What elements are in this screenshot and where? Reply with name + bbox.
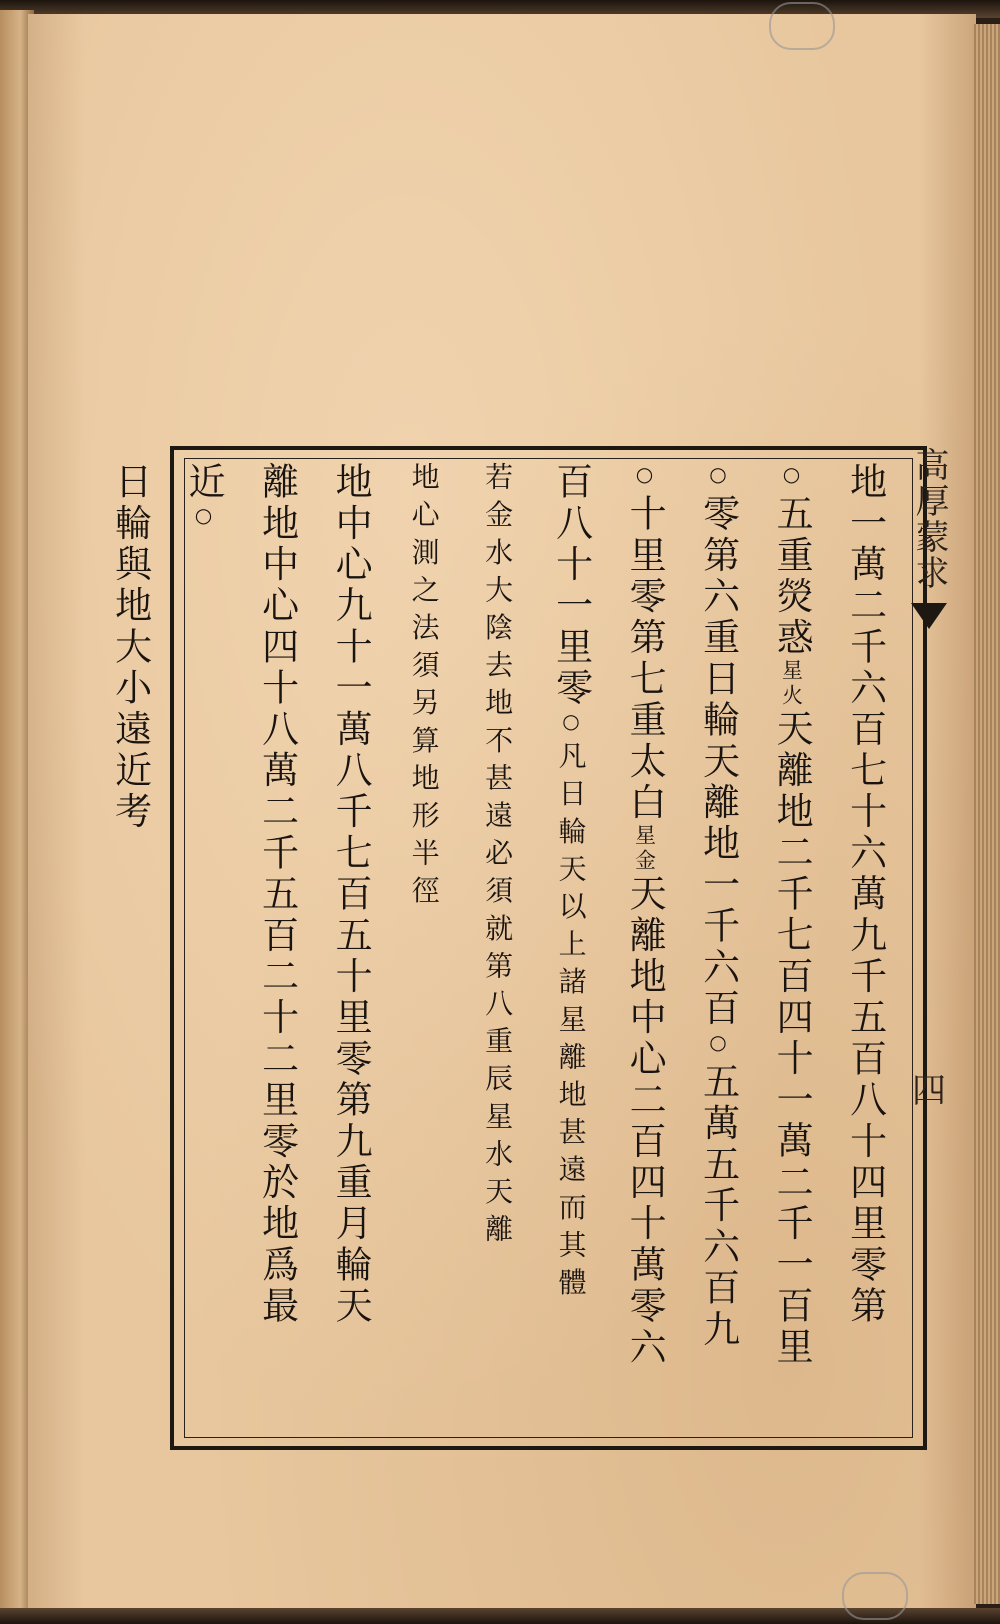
main-text: 日輪與地大小遠近考 xyxy=(108,462,152,833)
main-text: 離地中心四十八萬二千五百二十二里零於地爲最 xyxy=(255,462,299,1328)
main-text: 零第六重日輪天離地一千六百 xyxy=(696,494,740,1030)
main-text: 地中心九十一萬八千七百五十里零第九重月輪天 xyxy=(329,462,373,1328)
main-text: 百八十一里零 xyxy=(549,462,593,710)
text-column xyxy=(617,462,673,1368)
interlinear-note: 星火 xyxy=(779,658,804,709)
fish-tail-mark xyxy=(911,603,947,629)
text-column xyxy=(470,462,526,1252)
punctuation-circle: ○ xyxy=(191,503,216,536)
punctuation-circle: ○ xyxy=(706,462,730,494)
interlinear-note: 星金 xyxy=(632,823,657,874)
text-column xyxy=(323,462,379,1327)
main-text: 十里零第七重太白 xyxy=(623,494,667,824)
text-column xyxy=(764,462,820,1368)
main-text: 地一萬二千六百七十六萬九千五百八十四里零第 xyxy=(843,462,887,1328)
text-column xyxy=(396,462,452,913)
page-number: 四 xyxy=(912,1071,946,1111)
folio-column xyxy=(905,447,953,1451)
main-text: 天離地二千七百四十一萬二千一百里 xyxy=(770,708,814,1369)
text-column xyxy=(249,462,305,1327)
text-column xyxy=(176,462,232,535)
commentary-text: 地心測之法須另算地形半徑 xyxy=(407,462,441,914)
text-column xyxy=(102,462,158,833)
page-stack-edge xyxy=(972,24,1000,1604)
book-title: 高厚蒙求 xyxy=(909,447,949,591)
main-text: 五萬五千六百九 xyxy=(696,1061,740,1351)
text-column xyxy=(543,462,599,1305)
punctuation-circle: ○ xyxy=(706,1029,730,1062)
punctuation-circle: ○ xyxy=(779,462,804,494)
binder-clip-bottom xyxy=(842,1572,908,1620)
commentary-text: 若金水大陰去地不甚遠必須就第八重辰星水天離 xyxy=(481,462,515,1252)
punctuation-circle: ○ xyxy=(632,462,657,494)
punctuation-circle: ○ xyxy=(559,709,583,742)
main-text: 五重熒惑 xyxy=(770,494,814,659)
main-text: 近 xyxy=(182,462,226,504)
binder-clip-top xyxy=(769,2,835,50)
text-column xyxy=(837,462,893,1327)
commentary-text: 凡日輪天以上諸星離地甚遠而其體 xyxy=(554,741,588,1306)
text-column xyxy=(690,462,746,1350)
main-text: 天離地中心二百四十萬零六 xyxy=(623,873,667,1369)
